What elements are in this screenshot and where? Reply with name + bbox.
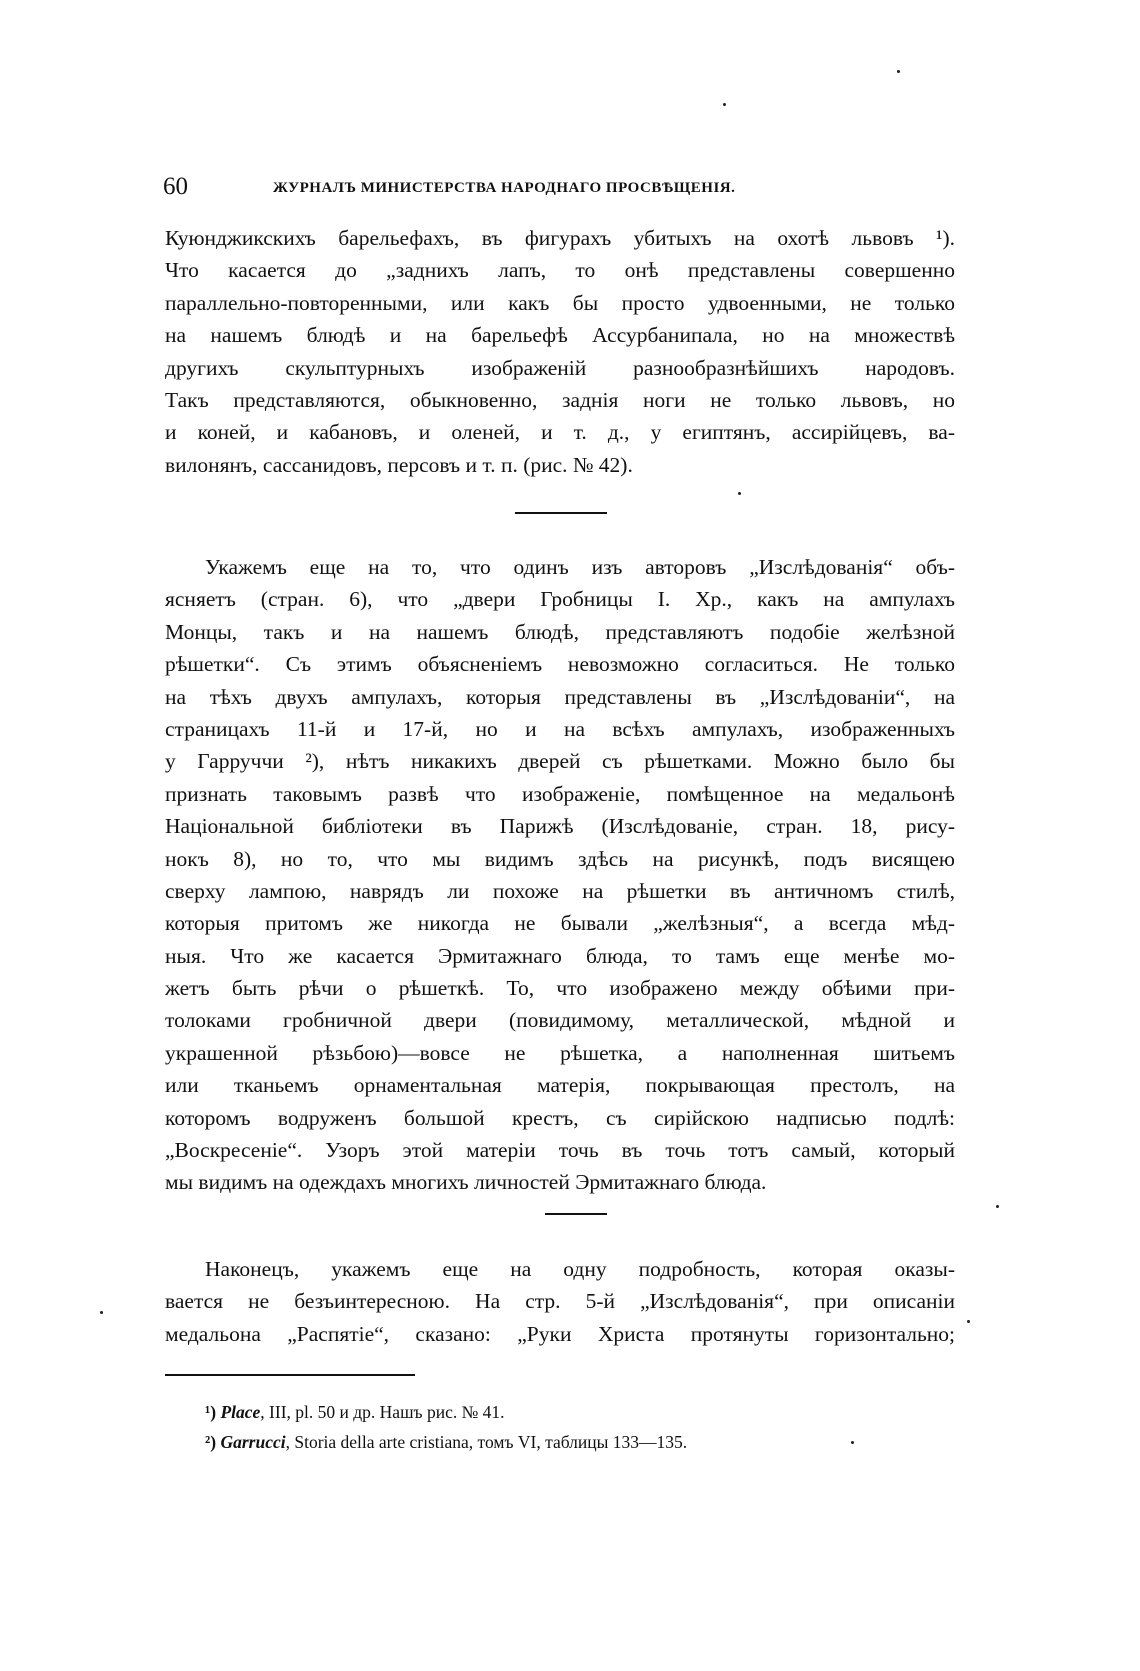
page-number: 60 (163, 173, 188, 200)
section-separator (515, 512, 607, 514)
paragraph-3 (165, 1253, 955, 1350)
text-line: „Воскресеніе“. Узоръ этой матеріи точь въ точь тотъ самый, который (165, 1138, 955, 1163)
footnote-text: , Storia della arte cristiana, томъ VI, таблицы 133—135. (285, 1432, 688, 1452)
text-line: вилонянъ, сассанидовъ, персовъ и т. п. (рис. № 42). (165, 452, 633, 477)
text-line: страницахъ 11-й и 17-й, но и на всѣхъ ампулахъ, изображенныхъ (165, 716, 955, 741)
text-line: признать таковымъ развѣ что изображеніе, помѣщенное на медальонѣ (165, 781, 955, 806)
text-line: рѣшетки“. Съ этимъ объясненіемъ невозможно согласиться. Не только (165, 652, 955, 677)
text-line: параллельно-повторенными, или какъ бы просто удвоенными, не только (165, 290, 955, 315)
text-line: Національной библіотеки въ Парижѣ (Изслѣдованіе, стран. 18, рису- (165, 814, 955, 839)
scan-speck (996, 1205, 999, 1208)
text-line: которомъ водруженъ большой крестъ, съ сирійскою надписью подлѣ: (165, 1105, 955, 1130)
footnote-2 (205, 1427, 925, 1457)
footnote-marker: ¹) (205, 1402, 217, 1422)
text-line: которыя притомъ же никогда не бывали „желѣзныя“, а всегда мѣд- (165, 911, 955, 936)
scan-speck (967, 1320, 970, 1323)
text-line: на нашемъ блюдѣ и на барельефѣ Ассурбанипала, но на множествѣ (165, 323, 955, 348)
text-line: нокъ 8), но то, что мы видимъ здѣсь на рисункѣ, подъ висящею (165, 846, 955, 871)
text-line: у Гарруччи ²), нѣтъ никакихъ дверей съ рѣшетками. Можно было бы (165, 749, 955, 774)
text-line: сверху лампою, наврядъ ли похоже на рѣшетки въ античномъ стилѣ, (165, 878, 955, 903)
footnote-marker: ²) (205, 1432, 217, 1452)
text-line: Такъ представляются, обыкновенно, заднія ноги не только львовъ, но (165, 387, 955, 412)
text-line: Монцы, такъ и на нашемъ блюдѣ, представляютъ подобіе желѣзной (165, 619, 955, 644)
scan-speck (897, 70, 900, 73)
text-line: медальона „Распятіе“, сказано: „Руки Христа протянуты горизонтально; (165, 1321, 955, 1346)
text-line: ясняетъ (стран. 6), что „двери Гробницы І. Хр., какъ на ампулахъ (165, 587, 955, 612)
page-header (163, 170, 963, 204)
text-line: Укажемъ еще на то, что одинъ изъ авторовъ „Изслѣдованія“ объ- (205, 555, 955, 579)
text-line: и коней, и кабановъ, и оленей, и т. д., у египтянъ, ассирійцевъ, ва- (165, 420, 955, 445)
text-line: мы видимъ на одеждахъ многихъ личностей Эрмитажнаго блюда. (165, 1170, 767, 1195)
paragraph-2 (165, 551, 955, 1199)
footnotes (205, 1397, 925, 1457)
footnote-1 (205, 1397, 925, 1427)
footnote-rule (165, 1374, 415, 1376)
scan-speck (738, 492, 741, 495)
text-line: ныя. Что же касается Эрмитажнаго блюда, то тамъ еще менѣе мо- (165, 943, 955, 968)
text-line: вается не безъинтересною. На стр. 5-й „Изслѣдованія“, при описаніи (165, 1289, 955, 1314)
section-separator (545, 1213, 607, 1215)
text-line: другихъ скульптурныхъ изображеній разнообразнѣйшихъ народовъ. (165, 355, 955, 380)
paragraph-1 (165, 222, 955, 481)
text-line: на тѣхъ двухъ ампулахъ, которыя представлены въ „Изслѣдованіи“, на (165, 684, 955, 709)
scan-speck (723, 103, 726, 106)
text-line: украшенной рѣзьбою)—вовсе не рѣшетка, а наполненная шитьемъ (165, 1040, 955, 1065)
running-title: ЖУРНАЛЪ МИНИСТЕРСТВА НАРОДНАГО ПРОСВѢЩЕНІЯ. (273, 180, 736, 196)
text-line: Наконецъ, укажемъ еще на одну подробность, которая оказы- (205, 1257, 955, 1281)
footnote-text: , III, pl. 50 и др. Нашъ рис. № 41. (260, 1402, 505, 1422)
text-line: жетъ быть рѣчи о рѣшеткѣ. То, что изображено между обѣими при- (165, 976, 955, 1001)
scan-speck (100, 1311, 103, 1314)
text-line: толоками гробничной двери (повидимому, металлической, мѣдной и (165, 1008, 955, 1033)
footnote-source: Garrucci (220, 1432, 286, 1452)
scan-speck (851, 1441, 854, 1444)
text-line: Что касается до „заднихъ лапъ, то онѣ представлены совершенно (165, 258, 955, 283)
footnote-source: Place (220, 1402, 261, 1422)
text-line: или тканьемъ орнаментальная матерія, покрывающая престолъ, на (165, 1073, 955, 1098)
text-line: Куюнджикскихъ барельефахъ, въ фигурахъ убитыхъ на охотѣ львовъ ¹). (165, 226, 955, 250)
